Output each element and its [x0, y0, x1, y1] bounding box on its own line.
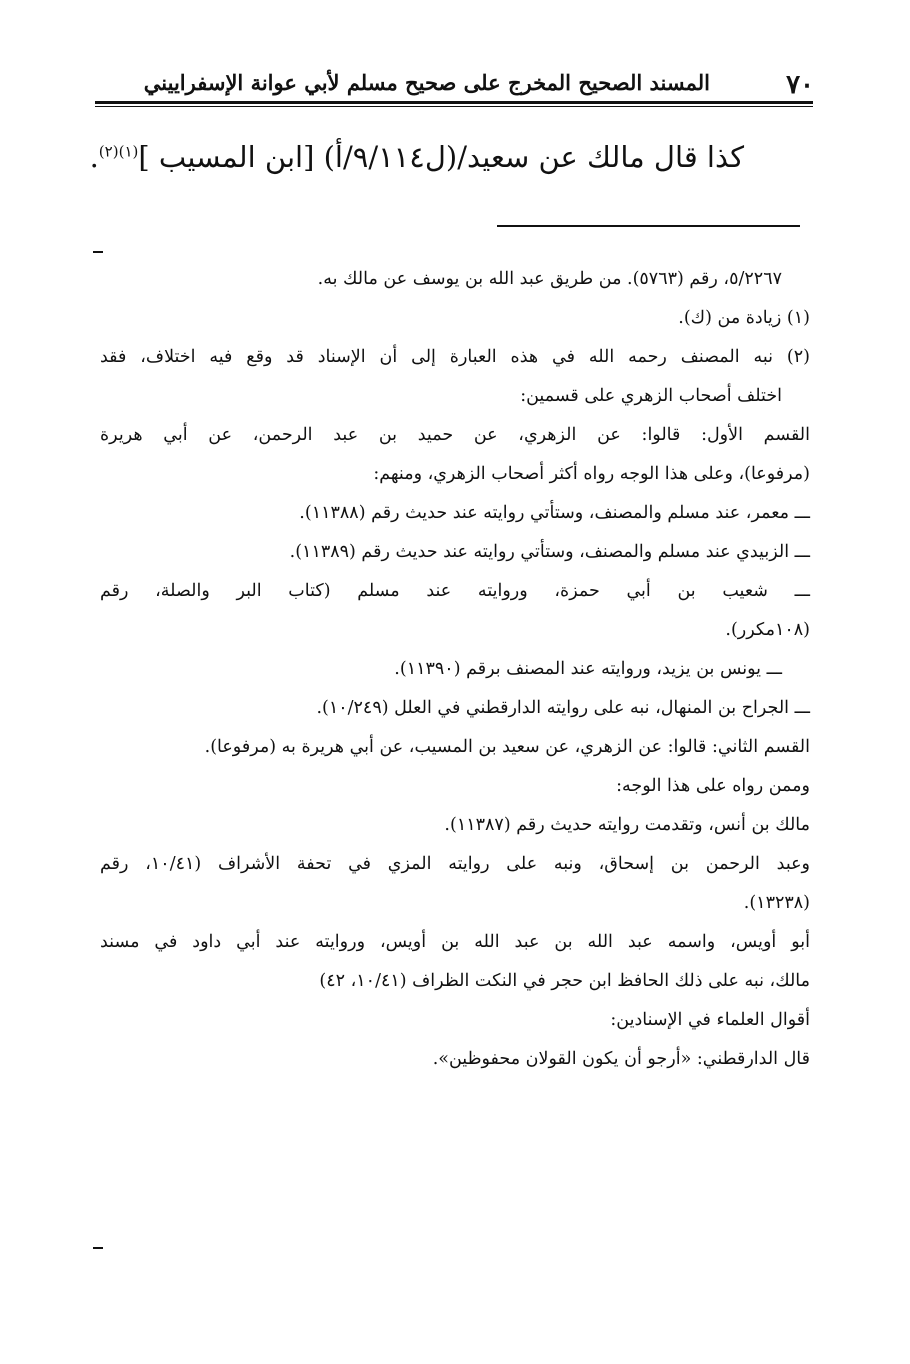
- footnote-line: ٥/٢٢٦٧، رقم (٥٧٦٣). من طريق عبد الله بن يوسف عن مالك به.: [317, 269, 782, 289]
- main-text-end: .: [89, 140, 99, 174]
- footnote-line: مالك، نبه على ذلك الحافظ ابن حجر في النكت الظراف (١٠/٤١، ٤٢): [319, 971, 810, 991]
- running-title: المسند الصحيح المخرج على صحيح مسلم لأبي عوانة الإسفراييني: [143, 70, 710, 95]
- footnote-line: ـــ يونس بن يزيد، وروايته عند المصنف برقم (١١٣٩٠).: [394, 659, 782, 679]
- footnotes: [100, 260, 810, 1079]
- footnote-line: أقوال العلماء في الإسنادين:: [610, 1010, 810, 1030]
- footnote-line: ـــ شعيب بن أبي حمزة، وروايته عند مسلم (كتاب البر والصلة، رقم: [100, 581, 810, 601]
- footnote-line: ـــ الجراح بن المنهال، نبه على روايته الدارقطني في العلل (١٠/٢٤٩).: [316, 698, 810, 718]
- footnote-line: أبو أويس، واسمه عبد الله بن عبد الله بن أويس، وروايته عند أبي داود في مسند: [100, 932, 810, 952]
- margin-mark-top: [93, 251, 103, 253]
- footnote-line: القسم الأول: قالوا: عن الزهري، عن حميد بن عبد الرحمن، عن أبي هريرة: [100, 425, 810, 445]
- main-text: [90, 140, 744, 174]
- footnote-line: اختلف أصحاب الزهري على قسمين:: [520, 386, 782, 406]
- footnote-line: ـــ الزبيدي عند مسلم والمصنف، وستأتي روايته عند حديث رقم (١١٣٨٩).: [289, 542, 810, 562]
- footnote-line: (١٠٨مكرر).: [725, 620, 810, 640]
- footnote-line: وعبد الرحمن بن إسحاق، ونبه على روايته المزي في تحفة الأشراف (١٠/٤١، رقم: [100, 854, 810, 874]
- footnote-line: قال الدارقطني: «أرجو أن يكون القولان محفوظين».: [432, 1049, 810, 1069]
- main-text-body: كذا قال مالك عن سعيد/(ل٩/١١٤/أ) [ابن المسيب ]: [138, 140, 744, 174]
- footnote-line: (مرفوعا)، وعلى هذا الوجه رواه أكثر أصحاب الزهري، ومنهم:: [373, 464, 810, 484]
- margin-mark-bottom: [93, 1247, 103, 1249]
- footnote-refs: (١)(٢): [98, 142, 139, 161]
- footnote-line: (١٣٢٣٨).: [743, 893, 810, 913]
- footnote-line: القسم الثاني: قالوا: عن الزهري، عن سعيد بن المسيب، عن أبي هريرة به (مرفوعا).: [204, 737, 810, 757]
- header-rule: [95, 101, 813, 107]
- page-number: ٧٠: [786, 70, 814, 100]
- footnote-line: (١) زيادة من (ك).: [678, 308, 810, 328]
- footnote-separator: [497, 225, 800, 227]
- footnote-line: ـــ معمر، عند مسلم والمصنف، وستأتي روايته عند حديث رقم (١١٣٨٨).: [299, 503, 810, 523]
- footnote-line: مالك بن أنس، وتقدمت روايته حديث رقم (١١٣٨٧).: [444, 815, 810, 835]
- footnote-line: وممن رواه على هذا الوجه:: [616, 776, 810, 796]
- footnote-line: (٢) نبه المصنف رحمه الله في هذه العبارة إلى أن الإسناد قد وقع فيه اختلاف، فقد: [100, 347, 810, 367]
